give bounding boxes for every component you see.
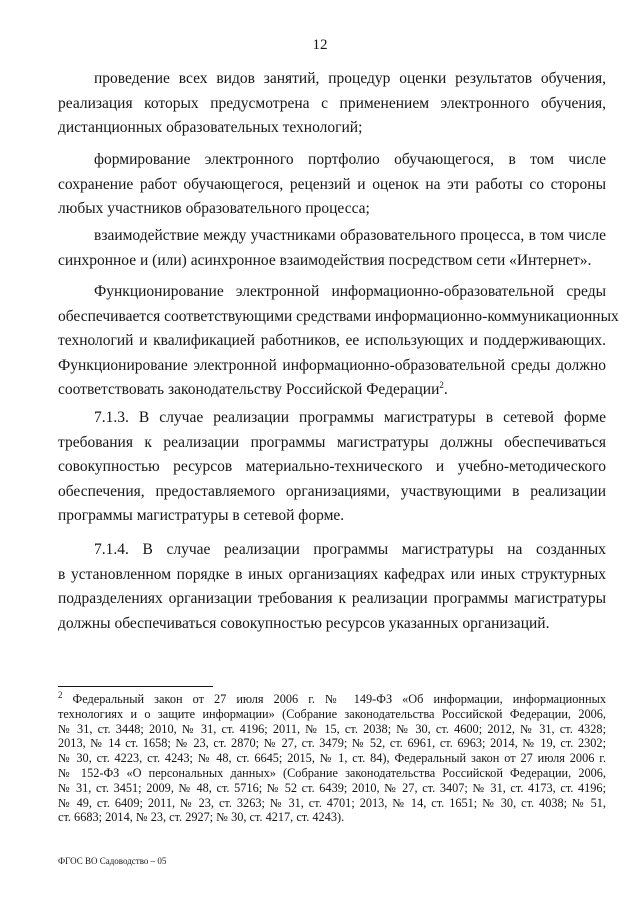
- text-line: 7.1.4. В случае реализации программы магистратуры на созданных: [94, 541, 606, 558]
- footnote-line: [58, 689, 606, 707]
- footer-label: ФГОС ВО Садоводство – 05: [58, 856, 167, 866]
- text-line: формирование электронного портфолио обучающегося, в том числе: [94, 151, 606, 168]
- text-line: в установленном порядке в иных организациях кафедрах или иных структурных: [58, 565, 606, 583]
- text-line: любых участников образовательного процесса;: [58, 200, 370, 217]
- footnote-line: № 30, ст. 4223, ст. 4243; № 48, ст. 6645; 2015, № 1, ст. 84), Федеральный закон от 27 июля 2006 г.: [58, 751, 606, 766]
- page-number: 12: [312, 37, 328, 53]
- text-line: подразделениях организации требования к реализации программы магистратуры: [58, 590, 606, 607]
- sentence-period: .: [443, 381, 448, 398]
- footnote-marker: 2: [58, 689, 63, 700]
- footnote-line: ст. 6683; 2014, № 23, ст. 2927; № 30, ст. 4217, ст. 4243).: [58, 810, 345, 825]
- paragraph-1: [58, 67, 606, 141]
- text-line: требования к реализации программы магистратуры должны обеспечиваться: [58, 433, 606, 451]
- paragraph-7-1-4: [58, 538, 606, 636]
- text-line: Функционирование электронной информационно-образовательной среды должно: [58, 356, 606, 374]
- text-line: синхронное и (или) асинхронное взаимодействия посредством сети «Интернет».: [58, 251, 592, 269]
- text-line: реализация которых предусмотрена с применением электронного обучения,: [58, 94, 606, 112]
- paragraph-4: [58, 280, 619, 403]
- text-line: взаимодействие между участниками образовательного процесса, в том числе: [94, 227, 606, 244]
- footnote-line: № 152-ФЗ «О персональных данных» (Собрание законодательства Российской Федерации, 2006,: [58, 765, 606, 780]
- text-line: технологий и квалификацией работников, ее использующих и поддерживающих.: [58, 332, 606, 349]
- text-line-content: соответствовать законодательству Российской Федерации: [58, 381, 440, 398]
- footnote-reference: 2: [439, 379, 444, 390]
- footnote-line: № 31, ст. 3451; 2009, № 48, ст. 5716; № 52 ст. 6439; 2010, № 27, ст. 3407; № 31, ст. 4173, ст. 4196;: [58, 780, 606, 795]
- text-line: должны обеспечиваться совокупностью ресурсов указанных организаций.: [58, 614, 550, 632]
- text-line: обеспечения, предоставляемого организациями, участвующими в реализации: [58, 482, 606, 500]
- footnote-line: № 49, ст. 6409; 2011, № 23, ст. 3263; № 31, ст. 4701; 2013, № 14, ст. 1651; № 30, ст. 4038; № 51,: [58, 795, 606, 810]
- footnote-separator: [58, 686, 213, 687]
- footnote: [58, 689, 606, 825]
- paragraph-3: [58, 224, 606, 273]
- text-line: сохранение работ обучающегося, рецензий и оценок на эти работы со стороны: [58, 175, 606, 193]
- footnote-line: № 31, ст. 3448; 2010, № 31, ст. 4196; 2011, № 15, ст. 2038; № 30, ст. 4600; 2012, № 31, ст. 4328;: [58, 721, 606, 736]
- footnote-text: Федеральный закон от 27 июля 2006 г. № 149-ФЗ «Об информации, информационных: [72, 692, 606, 706]
- text-line: дистанционных образовательных технологий;: [58, 119, 363, 136]
- text-line: 7.1.3. В случае реализации программы магистратуры в сетевой форме: [94, 409, 606, 426]
- footnote-line: технологиях и о защите информации» (Собрание законодательства Российской Федерации, 2006,: [58, 706, 606, 721]
- text-line: совокупностью ресурсов материально-технического и учебно-методического: [58, 458, 606, 475]
- text-line: проведение всех видов занятий, процедур оценки результатов обучения,: [94, 70, 606, 87]
- paragraph-2: [58, 148, 606, 222]
- text-line: [58, 378, 606, 403]
- text-line: Функционирование электронной информационно-образовательной среды: [94, 283, 606, 300]
- paragraph-7-1-3: [58, 406, 606, 529]
- text-line: обеспечивается соответствующими средствами информационно-коммуникационных: [58, 307, 619, 325]
- text-line: программы магистратуры в сетевой форме.: [58, 507, 345, 524]
- footnote-line: 2013, № 14 ст. 1658; № 23, ст. 2870; № 27, ст. 3479; № 52, ст. 6961, ст. 6963; 2014, № 19, ст. 2302;: [58, 736, 606, 751]
